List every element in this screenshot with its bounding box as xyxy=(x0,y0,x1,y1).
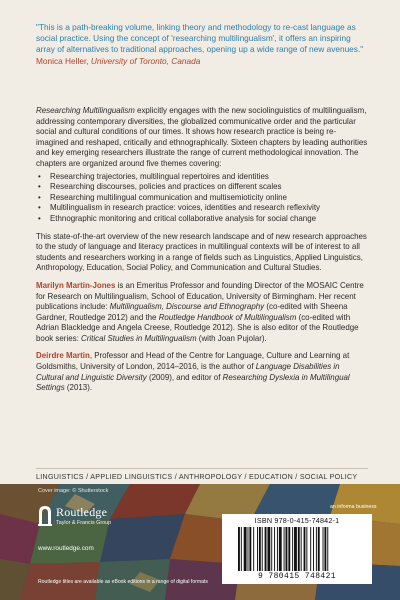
intro-paragraph xyxy=(36,106,368,170)
theme-item: • Researching trajectories, multilingual repertoires and identities xyxy=(36,172,368,183)
work-title: Language Disabilities in Cultural and Linguistic Diversity xyxy=(36,362,340,382)
bio-text: (co-edited with Adrian Blackledge and Angela Creese, Routledge 2012). She is also editor of the Routledge book series: xyxy=(36,312,359,343)
ebook-note: Routledge titles are available as eBook editions in a range of digital formats xyxy=(38,579,208,585)
bio-text: (2009), and editor of xyxy=(146,372,223,382)
bio-text: (2013). xyxy=(64,383,93,393)
barcode-bar xyxy=(249,527,251,571)
closing-paragraph: This state-of-the-art overview of the new research landscape and of new research approaches to the study of language and literacy practices in multilingual contexts will be of interest to all students and researchers working in a range of fields such as Linguistics, Applied Linguistics, Anthropology, Education, Social Policy, and Communication and Cultural Studies. xyxy=(36,231,367,273)
theme-item: • Multilingualism in research practice: voices, identities and research reflexivity xyxy=(36,203,368,214)
barcode-bar xyxy=(253,527,254,571)
book-description xyxy=(36,106,368,394)
informa-note: an informa business xyxy=(330,504,377,510)
quote-attribution xyxy=(36,56,366,67)
cover-image-credit: Cover image: © Shutterstock xyxy=(38,488,109,494)
theme-item: • Researching multilingual communication and multisemioticity online xyxy=(36,193,368,204)
barcode-bar xyxy=(244,527,247,571)
work-title: Critical Studies in Multilingualism xyxy=(81,333,197,343)
barcode-bar xyxy=(324,527,326,571)
barcode-bar xyxy=(318,527,320,571)
editor-name: Marilyn Martin-Jones xyxy=(36,280,116,290)
barcode-bar xyxy=(277,527,278,571)
barcode-bar xyxy=(271,527,272,571)
bio-text: (with Joan Pujolar). xyxy=(196,333,267,343)
publisher-name: Routledge xyxy=(56,505,108,519)
quote-text: "This is a path-breaking volume, linking theory and methodology to re-cast language as social practice. Using the concept of 'researching multilingualism', it offers an inspiring array of alternatives to traditional approaches, opening up a wide range of new avenues." xyxy=(36,22,364,54)
barcode-bar xyxy=(286,527,288,571)
barcode-bar xyxy=(262,527,263,571)
barcode-bar xyxy=(267,527,270,571)
publisher-logo xyxy=(38,500,188,560)
barcode-bar xyxy=(248,527,249,571)
barcode-bar xyxy=(316,527,317,571)
work-title: Researching Dyslexia in Multilingual Settings xyxy=(36,372,350,393)
work-title: Multilingualism, Discourse and Ethnography xyxy=(109,302,265,312)
barcode-digits: 9 780415 748421 xyxy=(257,572,336,581)
endorsement-quote xyxy=(36,22,366,67)
barcode-bar xyxy=(238,527,240,571)
barcode-bar xyxy=(288,527,290,571)
barcode-bar xyxy=(298,527,300,571)
theme-item: • Ethnographic monitoring and critical collaborative analysis for social change xyxy=(36,214,368,225)
isbn-barcode xyxy=(222,514,372,584)
bio-text: , Professor and Head of the Centre for Language, Culture and Learning at Goldsmiths, University of London, 2014–2016, is the author of xyxy=(36,351,350,372)
barcode-bar xyxy=(327,527,328,571)
barcode-bar xyxy=(259,527,261,571)
barcode-bar xyxy=(292,527,293,571)
barcode-bar xyxy=(265,527,267,571)
barcode-bar xyxy=(274,527,275,571)
barcode-bar xyxy=(310,527,311,571)
publisher-group: Taylor & Francis Group xyxy=(56,520,112,526)
isbn-label: ISBN 978-0-415-74842-1 xyxy=(254,516,340,525)
routledge-logo-icon xyxy=(38,504,52,526)
theme-item: • Researching discourses, policies and practices on different scales xyxy=(36,182,368,193)
barcode-bar xyxy=(313,527,314,571)
editor-bio-2 xyxy=(36,351,368,393)
quote-author: Monica Heller, xyxy=(36,56,89,66)
theme-list xyxy=(36,172,368,225)
barcode-bar xyxy=(284,527,285,571)
quote-affiliation: University of Toronto, Canada xyxy=(90,56,201,66)
subject-categories: LINGUISTICS / APPLIED LINGUISTICS / ANTHROPOLOGY / EDUCATION / SOCIAL POLICY xyxy=(36,468,368,482)
barcode-bar xyxy=(301,527,302,571)
editor-name: Deirdre Martin xyxy=(36,351,90,361)
intro-text: explicitly engages with the new sociolinguistics of multilingualism, addressing contemporary diversities, the globalized communicative order and the particular social and cultural conditions of our times. It shows how research practice is being re-imagined and reshaped, critically and ethnographically. Sixteen chapters by leading authorities and key emerging researchers illustrate the range of current methodological innovation. The chapters are organized around five themes covering: xyxy=(36,106,368,168)
barcode-bar xyxy=(306,527,307,571)
editor-bio-1 xyxy=(36,281,368,345)
barcode-bar xyxy=(257,527,258,571)
publisher-url: www.routledge.com xyxy=(38,545,94,552)
barcode-bar xyxy=(294,527,297,571)
barcode-bar xyxy=(241,527,242,571)
barcode-bar xyxy=(323,527,324,571)
book-title: Researching Multilingualism xyxy=(36,106,135,115)
barcode-bar xyxy=(279,527,282,571)
barcode-bar xyxy=(304,527,306,571)
bio-text: (co-edited with Sheena Gardner, Routledge 2012) and the xyxy=(36,302,348,322)
barcode-bars xyxy=(238,527,356,571)
work-title: Routledge Handbook of Multilingualism xyxy=(158,312,297,322)
bio-text: is an Emeritus Professor and founding Director of the MOSAIC Centre for Research on Multilingualism, School of Education, University of Birmingham. Her recent publications include: xyxy=(36,280,364,312)
